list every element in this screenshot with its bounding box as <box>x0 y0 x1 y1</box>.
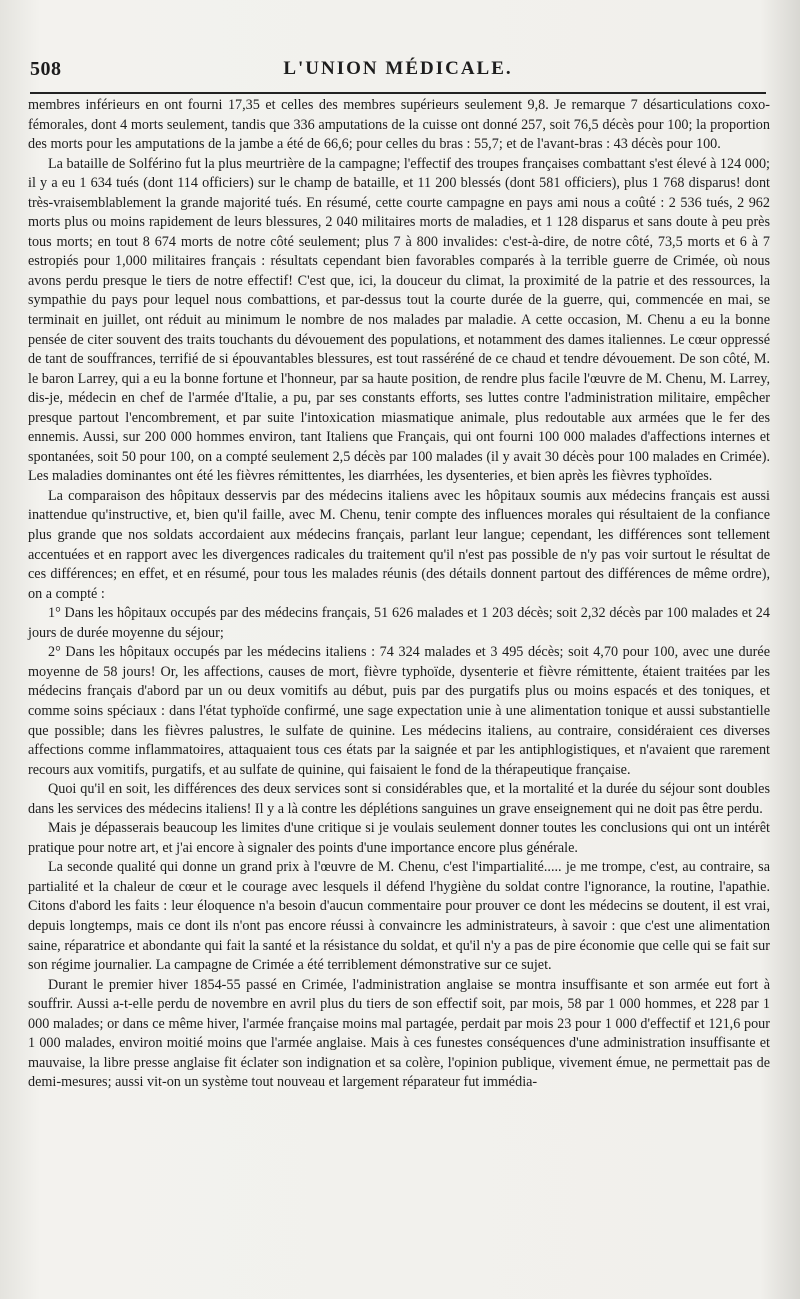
paragraph-continued: membres inférieurs en ont fourni 17,35 et celles des membres supérieurs seulement 9,8. Je remarque 7 désarticulations coxo-fémorales, dont 4 morts seulement, tandis que 336 amputations de la cuisse ont donné 257, soit 76,5 décès pour 100; la proportion des morts pour les amputations de la jambe a été de 66,6; pour celles du bras : 55,7; et de l'avant-bras : 43 décès pour 100. <box>28 97 770 153</box>
page-header <box>30 58 766 88</box>
page-number: 508 <box>30 58 62 80</box>
paragraph-second-quality: La seconde qualité qui donne un grand prix à l'œuvre de M. Chenu, c'est l'impartialité..... je me trompe, c'est, au contraire, sa partialité et la chaleur de cœur et le courage avec lesquels il défend l'hygiène du soldat contre l'ignorance, la routine, l'apathie. Citons d'abord les faits : leur éloquence n'a besoin d'aucun commentaire pour prouver ce dont les médecins se doutent, il est vrai, depuis longtemps, mais ce dont ils n'ont pas encore réussi à convaincre les administrateurs, à savoir : que c'est une alimentation saine, réparatrice et abondante qui fait la santé et la résistance du soldat, et qu'il n'y a pas de pire économie que celle qui se fait sur son régime journalier. La campagne de Crimée a été terriblement démonstrative sur ce sujet. <box>28 859 770 974</box>
header-rule <box>30 92 766 94</box>
paragraph-solferino: La bataille de Solférino fut la plus meurtrière de la campagne; l'effectif des troupes françaises combattant s'est élevé à 124 000; il y a eu 1 634 tués (dont 114 officiers) sur le champ de bataille, et 11 200 blessés (dont 581 officiers), plus 1 768 disparus! dont très-vraisemblablement la grande majorité tués. En résumé, cette courte campagne en pays ami nous a coûté : 2 536 tués, 2 962 morts plus ou moins rapidement de leurs blessures, 2 040 militaires morts de maladies, et 1 128 disparus et sans doute à peu près tous morts; en tout 8 674 morts de notre côté seulement; plus 7 à 800 invalides: c'est-à-dire, de notre côté, 73,5 morts et 6 à 7 estropiés pour 1,000 militaires français : résultats cependant bien favorables comparés à la terrible guerre de Crimée, où nous avons perdu presque le tiers de notre effectif! C'est que, ici, la douceur du climat, la proximité de la patrie et des ressources, la sympathie du pays pour lequel nous combattions, et par-dessus tout la courte durée de la guerre, qui, commencée en mai, se terminait en juillet, ont réduit au minimum le nombre de nos malades par maladie. A cette occasion, M. Chenu a eu la bonne pensée de citer souvent des traits touchants du dévouement des populations, et notamment des dames italiennes. Le cœur oppressé de tant de souffrances, terrifié de si épouvantables blessures, est tout rasséréné de ce chaud et tendre dévouement. De son côté, M. le baron Larrey, qui a eu la bonne fortune et l'honneur, par sa haute position, de rendre plus facile l'œuvre de M. Chenu, M. Larrey, dis-je, médecin en chef de l'armée d'Italie, a pu, par ses constants efforts, ses luttes contre l'administration militaire, empêcher presque partout l'encombrement, et par suite l'intoxication miasmatique animale, plus redoutable aux armées que le fer des ennemis. Aussi, sur 200 000 hommes environ, tant Italiens que Français, qui ont fourni 100 000 malades d'affections internes et spontanées, soit 50 pour 100, on a compté seulement 2,5 décès par 100 malades (il y avait 30 décès pour 100 malades en Crimée). Les maladies dominantes ont été les fièvres rémittentes, les diarrhées, les dysenteries, et bien après les fièvres typhoïdes. <box>28 155 770 485</box>
paragraph-hospital-comparison: La comparaison des hôpitaux desservis par des médecins italiens avec les hôpitaux soumis aux médecins français est aussi inattendue qu'instructive, et, bien qu'il faille, avec M. Chenu, tenir compte des influences morales qui résultaient de la confiance plus grande que nos soldats accordaient aux médecins français, parlant leur langue; cependant, les différences sont tellement accentuées et en rapport avec les divergences radicales du traitement qu'il n'est pas possible de n'y pas voir surtout le résultat de ces différences; en effet, et en résumé, pour tous les malades réunis (des détails donnent partout des différences de même ordre), on a compté : <box>28 487 770 602</box>
paragraph-differences: Quoi qu'il en soit, les différences des deux services sont si considérables que, et la mortalité et la durée du séjour sont doubles dans les services des médecins italiens! Il y a là contre les déplétions sanguines un grave enseignement qui ne doit pas être perdu. <box>28 781 770 817</box>
article-body <box>28 96 770 1093</box>
paragraph-french-hospitals: 1° Dans les hôpitaux occupés par des médecins français, 51 626 malades et 1 203 décès; soit 2,32 décès par 100 malades et 24 jours de durée moyenne du séjour; <box>28 605 770 641</box>
running-title: L'UNION MÉDICALE. <box>283 58 513 79</box>
paragraph-crimea-winter: Durant le premier hiver 1854-55 passé en Crimée, l'administration anglaise se montra insuffisante et son armée eut fort à souffrir. Aussi a-t-elle perdu de novembre en avril plus du tiers de son effectif soit, par mois, 58 par 1 000 hommes, et 228 par 1 000 malades; or dans ce même hiver, l'armée française moins mal partagée, perdait par mois 23 pour 1 000 d'effectif et 121,6 pour 1 000 malades, environ moitié moins que l'armée anglaise. Mais à ces funestes conséquences d'une administration insuffisante et mauvaise, la libre presse anglaise fit éclater son indignation et sa colère, l'opinion publique, vivement émue, ne permettait pas de demi-mesures; aussi vit-on un système tout nouveau et largement réparateur fut immédia- <box>28 976 770 1091</box>
paragraph-conclusions: Mais je dépasserais beaucoup les limites d'une critique si je voulais seulement donner toutes les conclusions qui ont un intérêt pratique pour notre art, et j'ai encore à signaler des points d'une importance encore plus générale. <box>28 820 770 856</box>
paragraph-italian-hospitals: 2° Dans les hôpitaux occupés par les médecins italiens : 74 324 malades et 3 495 décès; soit 4,70 pour 100, avec une durée moyenne de 58 jours! Or, les affections, causes de mort, fièvre typhoïde, dysenterie et fièvre rémittente, étaient traitées par les médecins français d'abord par un ou deux vomitifs au début, puis par des purgatifs plus ou moins espacés et des toniques, et comme soins spéciaux : dans l'état typhoïde confirmé, une sage expectation unie à une alimentation tonique et aussi substantielle que possible; dans les fièvres palustres, le sulfate de quinine. Les médecins italiens, au contraire, considéraient ces diverses affections comme inflammatoires, attaquaient tous ces états par la saignée et par les antiphlogistiques, et n'avaient que rarement recours aux vomitifs, purgatifs, et au sulfate de quinine, qui faisaient le fond de la thérapeutique française. <box>28 644 770 778</box>
